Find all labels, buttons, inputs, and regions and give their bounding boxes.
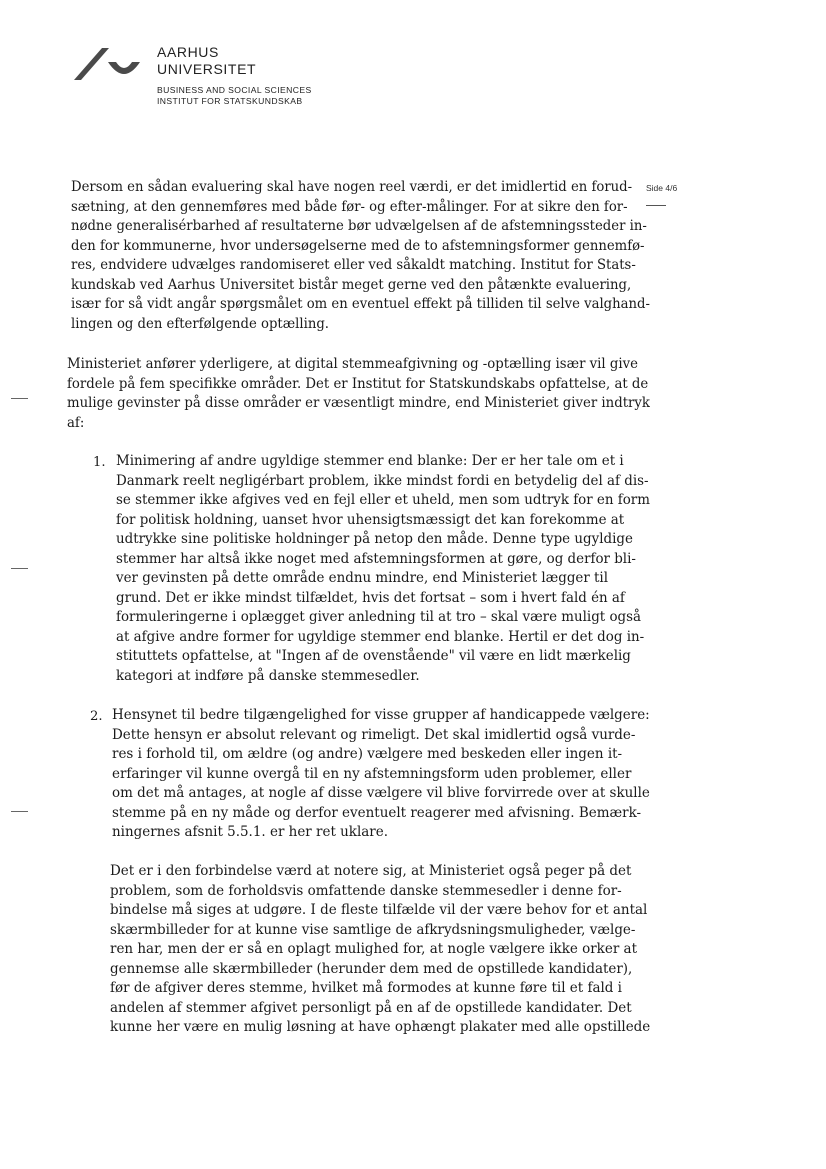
text-line: før de afgiver deres stemme, hvilket må formodes at kunne føre til et fald i [110,980,622,996]
text-line: kategori at indføre på danske stemmesedler. [116,667,420,684]
text-line: formuleringerne i oplægget giver anledning til at tro – skal være muligt også [116,609,642,625]
text-line: bindelse må siges at udgøre. I de fleste tilfælde vil der være behov for et antal [110,902,648,918]
list-item-number: 2. [90,709,103,724]
au-logo-icon [72,46,144,82]
faculty-name: BUSINESS AND SOCIAL SCIENCES [157,85,312,95]
text-line: se stemmer ikke afgives ved en fejl eller et uheld, men som udtryk for en form [116,492,650,508]
list-item-number: 1. [93,455,106,470]
text-line: Ministeriet anfører yderligere, at digital stemmeafgivning og -optælling især vil give [67,356,638,372]
text-line: at afgive andre former for ugyldige stemmer end blanke. Hertil er det dog in- [116,628,645,645]
text-line: Minimering af andre ugyldige stemmer end blanke: Der er her tale om et i [116,453,624,469]
text-line: ren har, men der er så en oplagt mulighed for, at nogle vælgere ikke orker at [110,941,637,957]
text-line: Dersom en sådan evaluering skal have nogen reel værdi, er det imidlertid en forud- [71,179,633,195]
paragraph-ministry [67,355,699,433]
department-info [157,85,312,107]
text-line: sætning, at den gennemføres med både før- og efter-målinger. For at sikre den for- [71,198,628,215]
text-line: Dette hensyn er absolut relevant og rimeligt. Det skal imidlertid også vurde- [112,726,636,743]
text-line: mulige gevinster på disse områder er væsentligt mindre, end Ministeriet giver indtryk [67,395,650,411]
text-line: ningernes afsnit 5.5.1. er her ret uklare. [112,824,389,840]
fold-mark [11,568,28,569]
text-line: nødne generalisérbarhed af resultaterne bør udvælgelsen af de afstemningssteder in- [71,218,647,234]
text-line: andelen af stemmer afgivet personligt på en af de opstillede kandidater. Det [110,999,632,1016]
text-line: res i forhold til, om ældre (og andre) vælgere med beskeden eller ingen it- [112,746,623,762]
list-item-1 [116,452,689,686]
text-line: for politisk holdning, uanset hvor uhensigtsmæssigt det kan forekomme at [116,511,625,528]
text-line: problem, som de forholdsvis omfattende danske stemmesedler i denne for- [110,882,622,899]
page-number: Side 4/6 [646,183,678,193]
text-line: res, endvidere udvælges randomiseret eller ved såkaldt matching. Institut for Stats- [71,257,636,273]
university-line2: UNIVERSITET [157,61,257,77]
text-line: udtrykke sine politiske holdninger på netop den måde. Denne type ugyldige [116,531,633,547]
text-line: Hensynet til bedre tilgængelighed for visse grupper af handicappede vælgere: [112,707,650,723]
list-item-2 [112,706,687,843]
text-line: af: [67,414,85,431]
fold-mark [11,398,28,399]
text-line: stituttets opfattelse, at "Ingen af de ovenstående" vil være en lidt mærkelig [116,648,631,664]
text-line: kunne her være en mulig løsning at have ophængt plakater med alle opstillede [110,1019,651,1035]
text-line: fordele på fem specifikke områder. Det er Institut for Statskundskabs opfattelse, at de [67,375,649,392]
text-line: især for så vidt angår spørgsmålet om en eventuel effekt på tilliden til selve valghand- [71,296,650,312]
text-line: Danmark reelt negligérbart problem, ikke mindst fordi en betydelig del af dis- [116,472,649,489]
paragraph-evaluation [71,178,702,334]
text-line: ver gevinsten på dette område endnu mindre, end Ministeriet lægger til [116,570,608,586]
department-name: INSTITUT FOR STATSKUNDSKAB [157,96,303,106]
text-line: stemmer har altså ikke noget med afstemningsformen at gøre, og derfor bli- [116,550,636,567]
text-line: Det er i den forbindelse værd at notere sig, at Ministeriet også peger på det [110,863,632,879]
fold-mark [11,811,28,812]
text-line: kundskab ved Aarhus Universitet bistår meget gerne ved den påtænkte evaluering, [71,276,632,293]
text-line: gennemse alle skærmbilleder (herunder dem med de opstillede kandidater), [110,960,633,977]
text-line: erfaringer vil kunne overgå til en ny afstemningsform uden problemer, eller [112,765,632,782]
list-item-2-continuation [110,862,687,1038]
text-line: skærmbilleder for at kunne vise samtlige de afkrydsningsmuligheder, vælge- [110,921,636,938]
university-line1: AARHUS [157,44,219,60]
text-line: lingen og den efterfølgende optælling. [71,315,329,332]
text-line: den for kommunerne, hvor undersøgelserne med de to afstemningsformer gennemfø- [71,237,645,254]
text-line: om det må antages, at nogle af disse vælgere vil blive forvirrede over at skulle [112,785,650,801]
text-line: grund. Det er ikke mindst tilfældet, hvis det fortsat – som i hvert fald én af [116,589,625,606]
university-name [157,44,256,78]
text-line: stemme på en ny måde og derfor eventuelt reagerer med afvisning. Bemærk- [112,804,642,821]
